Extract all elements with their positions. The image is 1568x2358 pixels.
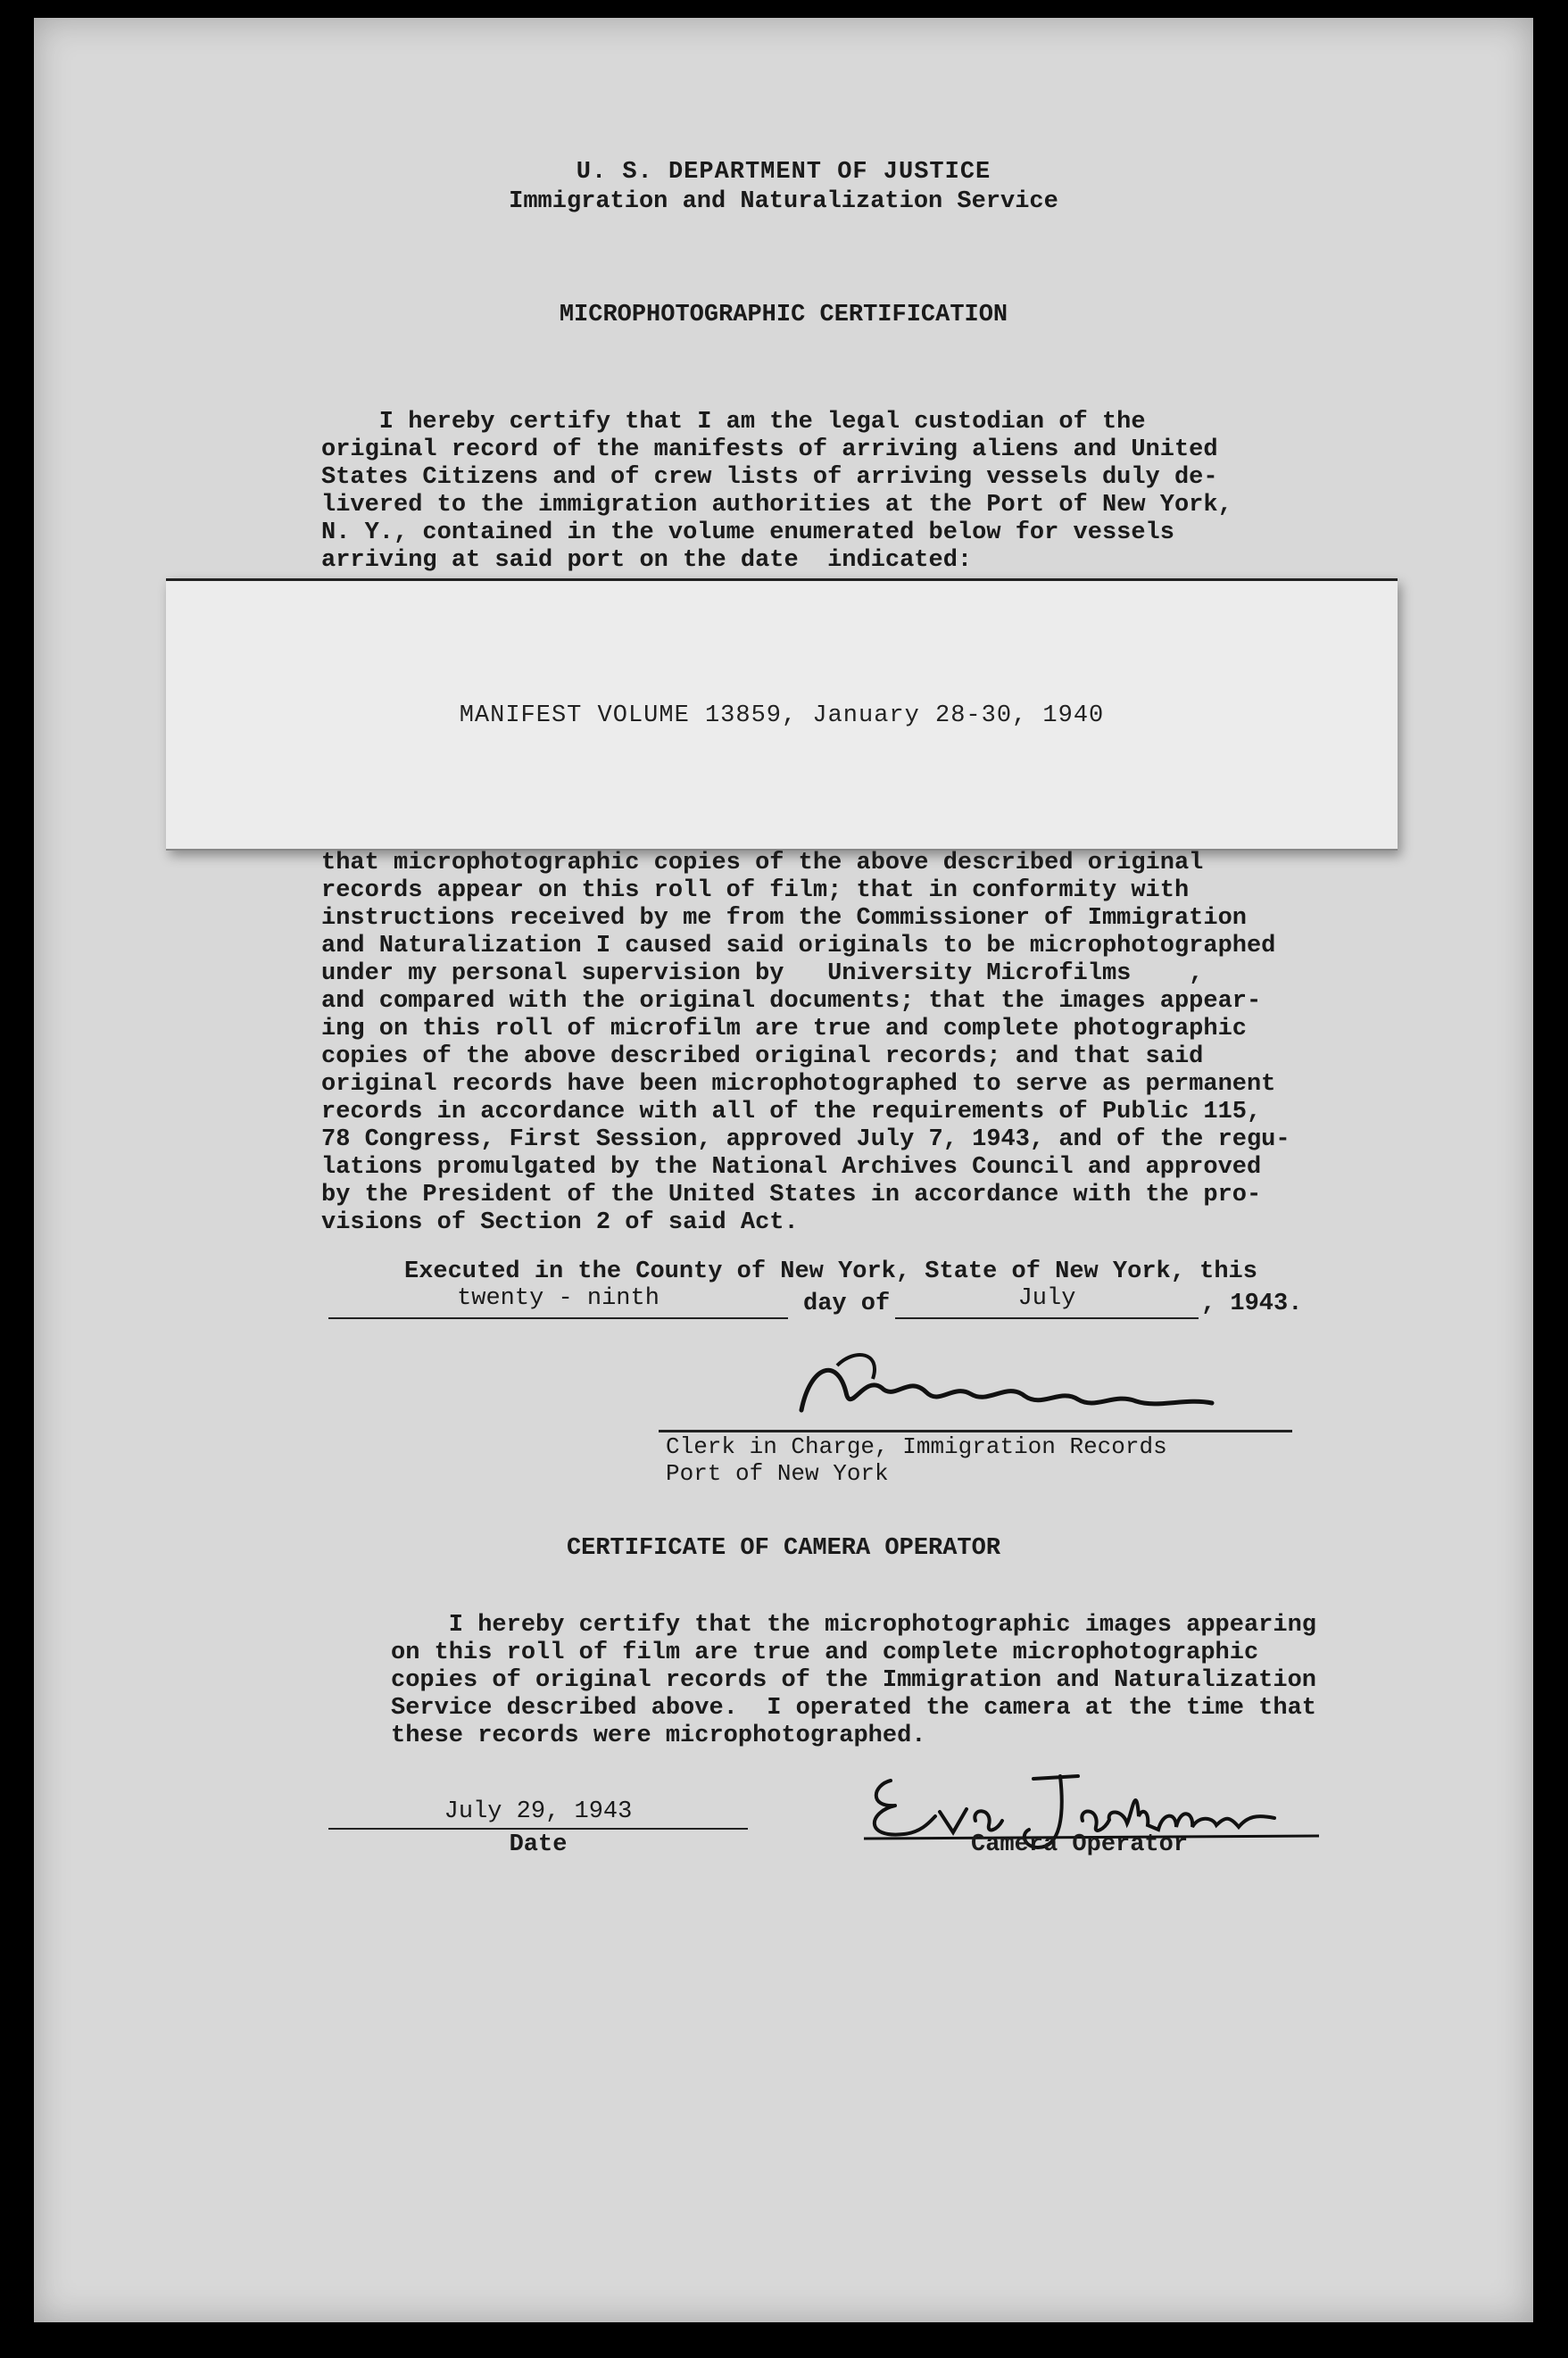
body-line: ing on this roll of microfilm are true and complete photographic	[321, 1016, 1247, 1042]
body-line: records in accordance with all of the requirements of Public 115,	[321, 1099, 1262, 1125]
intro-line: livered to the immigration authorities at the Port of New York,	[321, 492, 1232, 519]
clerk-block	[666, 1433, 1167, 1487]
operator-line: on this roll of film are true and complete microphotographic	[391, 1640, 1259, 1666]
date-label: Date	[509, 1831, 568, 1858]
certification-title: MICROPHOTOGRAPHIC CERTIFICATION	[559, 302, 1008, 328]
agency-heading: Immigration and Naturalization Service	[509, 188, 1058, 215]
operator-line: I hereby certify that the microphotographic images appearing	[391, 1612, 1316, 1639]
operator-line: these records were microphotographed.	[391, 1723, 926, 1749]
manifest-volume-strip	[166, 578, 1398, 851]
date-underline	[328, 1828, 748, 1830]
body-line: records appear on this roll of film; that in conformity with	[321, 877, 1190, 904]
body-line: 78 Congress, First Session, approved July 7, 1943, and of the regu-	[321, 1126, 1290, 1153]
intro-line: N. Y., contained in the volume enumerated below for vessels	[321, 519, 1174, 546]
certificate-date-value: July 29, 1943	[444, 1798, 633, 1825]
month-underline	[895, 1317, 1199, 1319]
body-line: and compared with the original documents; that the images appear-	[321, 988, 1262, 1015]
department-heading: U. S. DEPARTMENT OF JUSTICE	[576, 159, 991, 186]
operator-line: copies of original records of the Immigration and Naturalization	[391, 1667, 1316, 1694]
day-value: twenty - ninth	[457, 1285, 660, 1312]
body-line: original records have been microphotographed to serve as permanent	[321, 1071, 1276, 1098]
day-underline	[328, 1317, 788, 1319]
operator-certificate-title: CERTIFICATE OF CAMERA OPERATOR	[566, 1535, 1001, 1562]
clerk-signature-line	[659, 1430, 1292, 1432]
intro-paragraph	[321, 409, 1232, 575]
document-page	[34, 18, 1533, 2322]
body-line: that microphotographic copies of the above described original	[321, 850, 1204, 876]
body-line: and Naturalization I caused said originals to be microphotographed	[321, 933, 1276, 959]
clerk-port: Port of New York	[666, 1460, 889, 1487]
body-line: under my personal supervision by University Microfilms ,	[321, 960, 1204, 987]
executed-statement: Executed in the County of New York, State of New York, this	[404, 1258, 1257, 1285]
camera-operator-label: Camera Operator	[971, 1831, 1189, 1858]
clerk-title: Clerk in Charge, Immigration Records	[666, 1433, 1167, 1460]
body-line: instructions received by me from the Commissioner of Immigration	[321, 905, 1247, 932]
clerk-signature	[784, 1339, 1283, 1437]
body-line: by the President of the United States in accordance with the pro-	[321, 1182, 1262, 1208]
day-of-label: day of	[803, 1291, 891, 1317]
intro-line: original record of the manifests of arriving aliens and United	[321, 436, 1218, 463]
operator-line: Service described above. I operated the camera at the time that	[391, 1695, 1316, 1722]
operator-paragraph	[391, 1612, 1316, 1750]
body-line: lations promulgated by the National Archives Council and approved	[321, 1154, 1262, 1181]
body-line: copies of the above described original records; and that said	[321, 1043, 1204, 1070]
intro-line: I hereby certify that I am the legal custodian of the	[321, 409, 1146, 436]
year-value: , 1943.	[1201, 1291, 1303, 1317]
month-value: July	[1017, 1285, 1076, 1312]
body-line: visions of Section 2 of said Act.	[321, 1209, 799, 1236]
intro-line: arriving at said port on the date indicated:	[321, 547, 973, 574]
manifest-volume-label: MANIFEST VOLUME 13859, January 28-30, 1940	[459, 702, 1105, 729]
body-paragraph	[321, 850, 1290, 1237]
intro-line: States Citizens and of crew lists of arriving vessels duly de-	[321, 464, 1218, 491]
